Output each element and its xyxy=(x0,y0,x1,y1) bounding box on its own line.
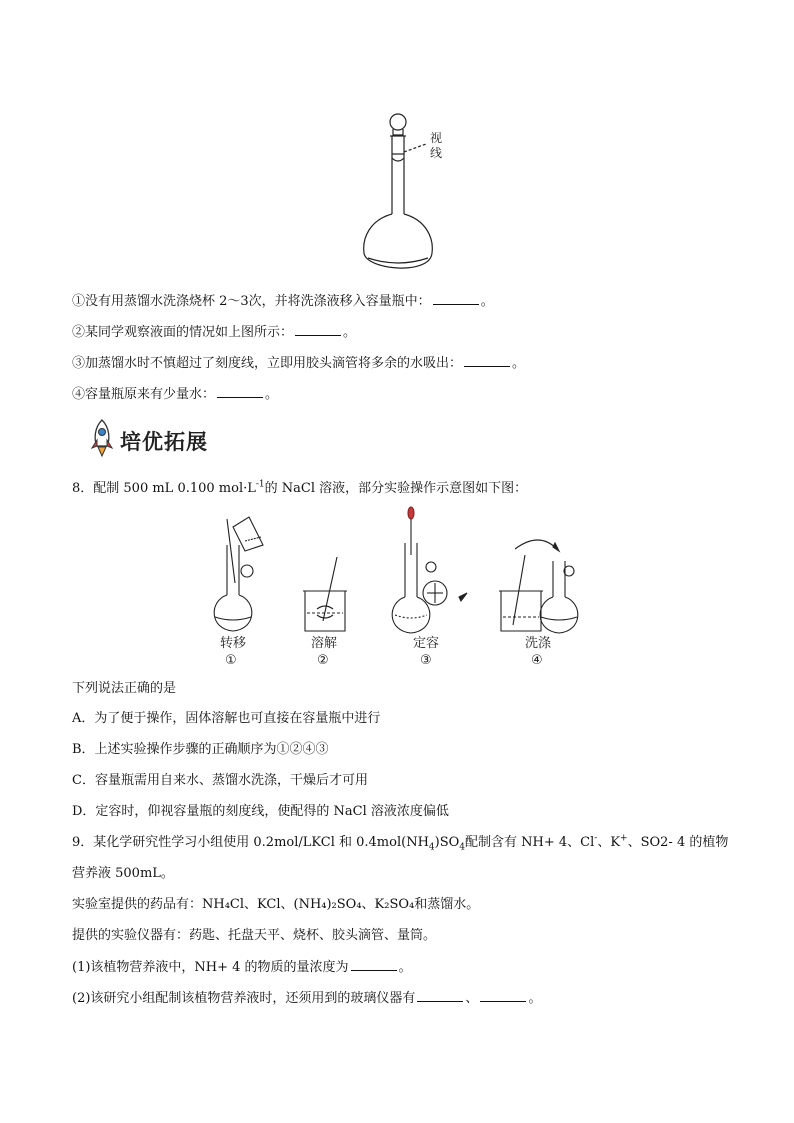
answer-blank[interactable] xyxy=(464,354,510,367)
step1-num: ① xyxy=(225,653,237,668)
answer-blank[interactable] xyxy=(351,958,397,971)
sight-label-2: 线 xyxy=(430,146,443,160)
q7-item-2: ②某同学观察液面的情况如上图所示： 。 xyxy=(72,325,357,340)
q9-reagents: 实验室提供的药品有：NH₄Cl、KCl、(NH₄)₂SO₄、K₂SO₄和蒸馏水。 xyxy=(72,897,480,912)
step4-wash-drawing xyxy=(499,540,578,633)
step3-name: 定容 xyxy=(413,636,440,651)
answer-blank[interactable] xyxy=(295,323,341,336)
step2-num: ② xyxy=(317,653,329,668)
sight-label-1: 视 xyxy=(430,131,443,145)
step3-num: ③ xyxy=(420,653,432,668)
q7-item-3: ③加蒸馏水时不慎超过了刻度线，立即用胶头滴管将多余的水吸出： 。 xyxy=(72,356,526,371)
q8-option-c[interactable]: C．容量瓶需用自来水、蒸馏水洗涤，干燥后才可用 xyxy=(72,773,368,788)
step4-name: 洗涤 xyxy=(525,636,552,651)
answer-blank[interactable] xyxy=(433,292,479,305)
step3-volume-drawing xyxy=(392,507,467,633)
q8-prompt: 下列说法正确的是 xyxy=(72,681,177,696)
step4-num: ④ xyxy=(531,653,543,668)
answer-blank[interactable] xyxy=(417,989,463,1002)
experiment-steps-figure xyxy=(205,505,585,670)
volumetric-flask-figure xyxy=(340,108,470,280)
q8-option-d[interactable]: D．定容时，仰视容量瓶的刻度线，使配得的 NaCl 溶液浓度偏低 xyxy=(72,804,449,819)
q7-item-4: ④容量瓶原来有少量水： 。 xyxy=(72,387,279,402)
answer-blank[interactable] xyxy=(480,989,526,1002)
rocket-icon xyxy=(88,418,116,458)
step2-name: 溶解 xyxy=(311,636,338,651)
section-banner-title: 培优拓展 xyxy=(120,430,208,454)
q8-option-a[interactable]: A．为了便于操作，固体溶解也可直接在容量瓶中进行 xyxy=(72,711,381,726)
q9-sub2: (2)该研究小组配制该植物营养液时，还须用到的玻璃仪器有 、 。 xyxy=(72,991,542,1006)
step1-name: 转移 xyxy=(220,636,247,651)
q9-stem-line1: 9．某化学研究性学习小组使用 0.2mol/LKCl 和 $0.4mol(NH_4)SO_4$配制含有 NH+ 4、Cl-、K+、SO2- 4 的植物 xyxy=(72,833,729,853)
q7-item-1: ①没有用蒸馏水洗涤烧杯 2～3次，并将洗涤液移入容量瓶中： 。 xyxy=(72,294,494,309)
step2-dissolve-drawing xyxy=(303,557,347,631)
q8-option-b[interactable]: B．上述实验操作步骤的正确顺序为①②④③ xyxy=(72,742,329,757)
q9-instruments: 提供的实验仪器有：药匙、托盘天平、烧杯、胶头滴管、量筒。 xyxy=(72,928,437,943)
q9-sub1: (1)该植物营养液中，NH+ 4 的物质的量浓度为 。 xyxy=(72,960,412,975)
answer-blank[interactable] xyxy=(217,385,263,398)
q9-stem-line2: 营养液 500mL。 xyxy=(72,866,174,881)
step1-transfer-drawing xyxy=(214,517,263,631)
q8-stem: 8．配制 500 mL 0.100 $mol\cdot L^{-1}$的 NaCl 溶液，部分实验操作示意图如下图： xyxy=(72,479,528,496)
